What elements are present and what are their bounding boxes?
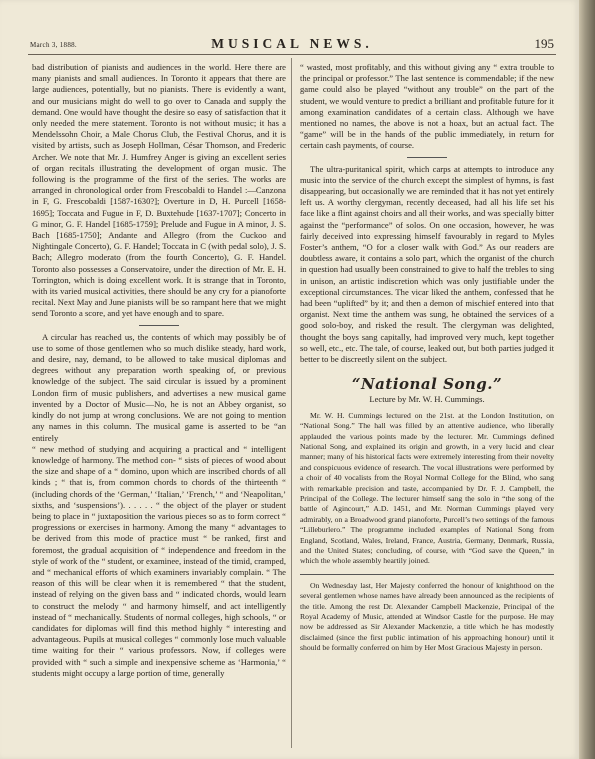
quote-continuation: “ wasted, most profitably, and this without giving any “ extra trouble to the principal or professor.” The last sentence is commendable; if the new game could also be played “without any trouble” on the part of the student, we would venture to predict a brilliant and profitable future for it among examination candidates of a certain class. Although we have mentioned no names, the above is not a hoax, but an actual fact. The “game” will be in the hands of the public immediately, in return for certain cash payments, of course. <box>300 62 554 151</box>
circular-paragraph: A circular has reached us, the contents of which may possibly be of use to some of those gentlemen who so much dislike steady, hard work, and desire, nay, demand, to be allowed to take musical diplomas and degrees without any preparation worth speaking of, or previous knowledge of the subject. The said circular is issued by a prominent London firm of music publishers, and advertises a new musical game invented by a Doctor of Music—No, he is not an Abbey organist, so kindly do not jump at wrong conclusions. We are not going to mention any names in this column. The musical game is asserted to be “an entirely <box>32 331 286 443</box>
masthead-title: MUSICAL NEWS. <box>211 36 373 51</box>
page-header <box>28 36 556 52</box>
page-number: 195 <box>534 36 554 51</box>
section-separator <box>139 325 179 326</box>
circular-quote: “ new method of studying and acquiring a practical and “ intelligent knowledge of harmony. The method con- “ sists of pieces of wood about the size and shape of a “ domino, upon which are inscribed chords of all kinds ; “ that is, from common chords to chords of the thirteenth “ (including chords of the ‘German,’ ‘Italian,’ ‘French,’ “ and ‘Neapolitan,’ sixths, and ‘suspensions’). . . . . . “ the object of the player or student being to place in “ juxtaposition the various pieces so as to form correct “ progressions or exercises in harmony. Among the many “ advantages to be derived from this mode of practice must “ be ranked, first and foremost, the gradual acquisition of “ independence and freedom in the style of work of the “ student, or examinee, instead of the timid, cramped, and “ mechanical efforts of which examiners invariably complain. “ The reason of this will be clear when it is remembered “ that the student, instead of relying on the given bass and “ indicated chords, would learn to construct the melody “ and harmony himself, and act intelligently instead of “ mechanically. Students of normal colleges, high schools, “ or candidates for diplomas will find this method highly “ interesting and advantageous. Pupils at musical colleges “ commonly lose much valuable time waiting for their “ various professors. Now, if colleges were provided with “ such a simple and inexpensive scheme as ‘Harmonia,’ “ students might occupy a large portion of time, generally <box>32 443 286 678</box>
section-separator <box>407 157 447 158</box>
article-heading: “National Song.” <box>351 375 503 394</box>
left-column <box>32 62 286 679</box>
article-subheading: Lecture by Mr. W. H. Cummings. <box>369 394 485 405</box>
column-divider <box>291 58 292 748</box>
knighthood-paragraph: On Wednesday last, Her Majesty conferred the honour of knighthood on the several gentlemen whose names have already been announced as the recipients of the title. Among the rest Dr. Alexander Campbell Mackenzie, Principal of the Royal Academy of Music, attended at Windsor Castle for the purpose. He may now be addressed as Sir Alexander Mackenzie, a title which he has modestly disclaimed (since the first public intimation of his approaching honour) until it should be formally conferred on him by Her Most Gracious Majesty in person. <box>300 580 554 653</box>
puritanical-paragraph: The ultra-puritanical spirit, which carps at attempts to introduce any music into the service of the church except the simplest of hymns, is fast disappearing, but occasionally we are reminded that it has not yet entirely left us. A worthy clergyman, recently deceased, had all his life set his face like a flint against choirs and all their works, and was specially bitter against the “performance” of solos. On one occasion, however, he was fairly deceived into expressing himself favourably in regard to Myles Foster’s anthem, “O for a closer walk with God.” As our readers are doubtless aware, it contains a solo part, which the organist of the church in question had usually been constrained to give to half the trebles to sing in unison, an artistic indiscretion which was only justifiable under the exceptional circumstances. The vicar liked the anthem, confessed that he had been “uplifted” by it; and then a demon of mischief entered into that organist. Next time the anthem was sung, he obtained the services of a good solo-boy, and risked the result. The clergyman was delighted, thought the boys sang capitally, had improved very much, kept together so well, etc., etc. The tale, of course, leaked out, but both parties judged it better to be discreetly silent on the subject. <box>300 163 554 365</box>
issue-date: March 3, 1888. <box>30 41 77 49</box>
right-column <box>300 62 554 654</box>
lecture-report: Mr. W. H. Cummings lectured on the 21st. at the London Institution, on “National Song.” The hall was filled by an attentive audience, who liberally applauded the various points made by the lecturer. Mr. Cummings defined National Song, and explained its origin and growth, in a very lucid and clear manner; many of his historical facts were extremely interesting from their novelty and conspicuous evidence of research. The vocal illustrations were performed by a choir of 40 vocalists from the Royal Normal College for the Blind, who sang with remarkable precision and taste, accompanied by Dr. F. J. Campbell, the Principal of the College. The lecturer himself sang the solo in “the song of the battle of Agincourt,” A.D. 1451, and Mr. Norman Cummings played very admirably, on a Broadwood grand pianoforte, Purcell’s two settings of the famous “Lilleburlero.” The programme included examples of National Song from England, Scotland, Wales, Ireland, France, Austria, Germany, Denmark, Russia, and the United States; concluding, of course, with “God save the Queen,” in which the whole assembly heartily joined. <box>300 410 554 566</box>
section-rule <box>300 574 554 575</box>
toronto-paragraph: bad distribution of pianists and audiences in the world. Here there are many pianists and small audiences. In Toronto it appears that there are large audiences, potentially, but no pianists. There is evidently a want, and our musicians might do well to go over to Canada and supply the demand. One would have thought the desire so easy of satisfaction that it only needed the mere statement. Toronto is not without music; it has a Mendelssohn Choir, a Male Chorus Club, the Festival Chorus, and it is visited by artists, such as Joseph Hollman, César Thomson, and Frederic Archer. We note that Mr. J. Humfrey Anger is giving an excellent series of organ recitals illustrating the development of organ music. The following is the programme of the first of the series. The works are arranged in chronological order from Frescobaldi to Handel :—Canzona in F, G. Frescobaldi [1587-1630?]; Overture in D, H. Purcell [1658-1695]; Toccata and Fugue in F, D. Buxtehude [1637-1707]; Concerto in G minor, G. F. Handel [1685-1759]; Prelude and Fugue in A minor, J. S. Bach [1685-1750]; Andante and Allegro (from the Cuckoo and Nightingale Concerto), G. F. Handel; Toccata in C (with pedal solo), J. S. Bach; Allegro moderato (from the fourth Concerto), G. F. Handel. Toronto also possesses a Conservatoire, under the direction of Mr. E. H. Torrington, which is doing excellent work. It is strange that in Toronto, with its varied musical activities, there should be any cry for a pianoforte recital. Next May and June pianists will be so rampant here that we might send Toronto a score, and yet have enough and to spare. <box>32 62 286 319</box>
page-edge <box>579 0 595 759</box>
header-rule <box>28 54 556 55</box>
